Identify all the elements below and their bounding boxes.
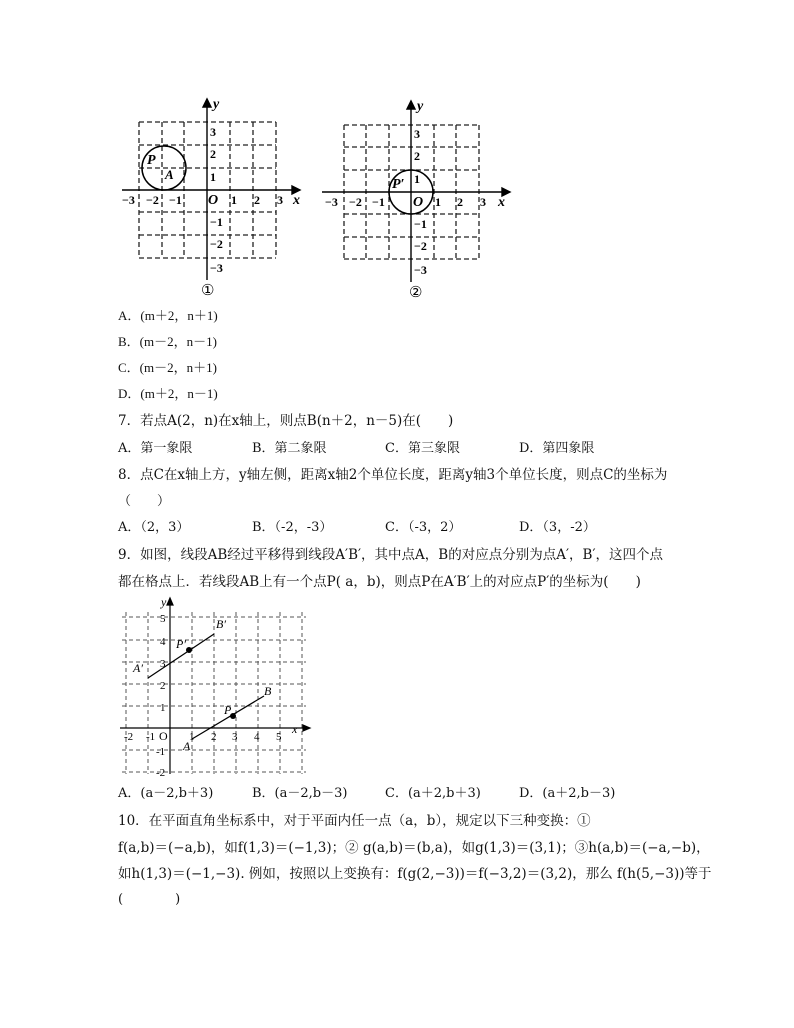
tick-x-6: 3	[277, 193, 283, 207]
tick-x-2: −2	[146, 193, 159, 207]
q10-line4: ( )	[118, 892, 181, 907]
origin-1: O	[208, 193, 219, 208]
x-label-2: x	[498, 195, 505, 210]
tick-y-4: −1	[210, 215, 223, 229]
q9-tick-y-5: 1	[160, 702, 166, 714]
q9-x-arrow	[303, 725, 310, 731]
tick-x-4: 1	[231, 193, 237, 207]
q9-tick-y-6: -1	[156, 746, 166, 758]
q9-tick-x-1: -2	[124, 731, 134, 743]
q10-line1: 10．在平面直角坐标系中，对于平面内任一点（a，b），规定以下三种变换：①	[118, 813, 591, 829]
tick-y-6: −3	[414, 263, 427, 277]
tick-x-4: 1	[435, 195, 441, 209]
y-arrow-1	[203, 99, 211, 107]
figure-2	[316, 92, 516, 302]
q9-tick-y-4: 2	[160, 680, 166, 692]
label-a: A	[183, 739, 191, 753]
tick-x-2: −2	[349, 195, 362, 209]
q9-tick-y-3: 3	[160, 658, 166, 670]
q10-line3: 如h(1,3)＝(−1,−3). 例如，按照以上变换有：f(g(2,−3))＝f(−3,2)＝(3,2)，那么 f(h(5,−3))等于	[118, 866, 712, 882]
figure-label-1: ①	[201, 283, 215, 299]
q8-option-d: D．（3，-2）	[519, 520, 596, 535]
q9-tick-x-2: -1	[146, 731, 156, 743]
label-p-1: P	[147, 153, 156, 168]
q7-option-c: C．第三象限	[385, 441, 460, 456]
q9-y-arrow	[167, 598, 173, 605]
q6-option-b: B．(m－2，n－1)	[118, 334, 217, 349]
q7-stem: 7．若点A(2，n)在x轴上，则点B(n＋2，n－5)在( )	[118, 413, 454, 429]
q6-option-c: C．(m－2，n＋1)	[118, 360, 217, 375]
q9-option-a: A．(a－2,b＋3)	[118, 786, 214, 801]
y-label-2: y	[417, 99, 424, 114]
q9-option-b: B．(a－2,b－3)	[252, 786, 348, 801]
q9-option-c: C．(a＋2,b＋3)	[385, 786, 481, 801]
label-b-prime: B′	[216, 617, 226, 631]
label-p-prime-2: P′	[392, 177, 405, 192]
q9-tick-x-7: 5	[276, 731, 282, 743]
figure-1	[112, 92, 312, 302]
q8-stem-line2: （ ）	[118, 494, 171, 509]
tick-x-1: −3	[122, 193, 135, 207]
q6-option-d: D．(m＋2，n－1)	[118, 386, 218, 401]
tick-y-4: −1	[414, 217, 427, 231]
tick-y-5: −2	[210, 237, 223, 251]
figure-label-2: ②	[409, 285, 423, 301]
q8-stem-line1: 8．点C在x轴上方，y轴左侧，距离x轴2个单位长度，距离y轴3个单位长度，则点C的坐标为	[118, 467, 668, 483]
label-a-1: A	[165, 167, 174, 182]
q9-tick-y-2: 4	[160, 636, 166, 648]
x-label-1: x	[293, 193, 300, 208]
tick-y-2: 2	[414, 149, 420, 163]
q8-option-c: C．（-3，2）	[385, 520, 462, 535]
q9-tick-x-5: 3	[232, 731, 238, 743]
q10-line2: f(a,b)＝(−a,b)，如f(1,3)＝(−1,3)；② g(a,b)＝(b,a)，如g(1,3)＝(3,1)；③h(a,b)＝(−a,−b)，	[118, 840, 710, 856]
q7-option-d: D．第四象限	[519, 441, 595, 456]
q9-tick-y-7: -2	[156, 767, 166, 777]
q8-option-b: B．（-2，-3）	[252, 520, 333, 535]
q8-option-a: A．（2，3）	[118, 520, 190, 535]
q9-x-label: x	[292, 722, 298, 736]
y-label-1: y	[213, 97, 220, 112]
q9-tick-y-1: 5	[160, 613, 166, 625]
tick-y-3: 1	[414, 172, 420, 186]
q9-y-ticks	[156, 613, 166, 777]
q9-graph	[114, 592, 314, 777]
tick-y-5: −2	[414, 239, 427, 253]
q9-tick-x-4: 2	[211, 731, 217, 743]
q9-tick-x-3: 1	[189, 731, 195, 743]
x-ticks-1	[122, 193, 283, 207]
tick-y-2: 2	[210, 147, 216, 161]
label-p-prime: P′	[176, 637, 186, 651]
q7-option-a: A．第一象限	[118, 441, 193, 456]
tick-y-1: 3	[210, 125, 216, 139]
q9-stem-line2: 都在格点上．若线段AB上有一个点P( a，b)，则点P在A′B′上的对应点P′的坐标为( )	[118, 574, 641, 590]
q9-grid	[122, 612, 306, 774]
label-a-prime: A′	[133, 661, 143, 675]
x-ticks-2	[325, 195, 486, 209]
origin-2: O	[413, 195, 424, 210]
q9-y-label: y	[161, 595, 167, 609]
tick-x-1: −3	[325, 195, 338, 209]
q9-stem-line1: 9．如图，线段AB经过平移得到线段A′B′，其中点A，B的对应点分别为点A′，B′，这四个点	[118, 547, 664, 563]
tick-x-3: −1	[372, 195, 385, 209]
label-p: P	[224, 703, 232, 717]
q9-origin: O	[159, 729, 168, 743]
point-p-prime	[186, 647, 192, 653]
q9-option-d: D．(a＋2,b－3)	[519, 786, 616, 801]
q9-tick-x-6: 4	[254, 731, 260, 743]
tick-y-1: 3	[414, 127, 420, 141]
tick-x-6: 3	[480, 195, 486, 209]
label-b: B	[264, 684, 272, 698]
q6-option-a: A．(m＋2，n＋1)	[118, 308, 218, 323]
q7-option-b: B．第二象限	[252, 441, 327, 456]
tick-x-5: 2	[457, 195, 463, 209]
tick-x-5: 2	[254, 193, 260, 207]
tick-y-3: 1	[210, 170, 216, 184]
tick-x-3: −1	[169, 193, 182, 207]
tick-y-6: −3	[210, 261, 223, 275]
y-arrow-2	[407, 101, 415, 109]
